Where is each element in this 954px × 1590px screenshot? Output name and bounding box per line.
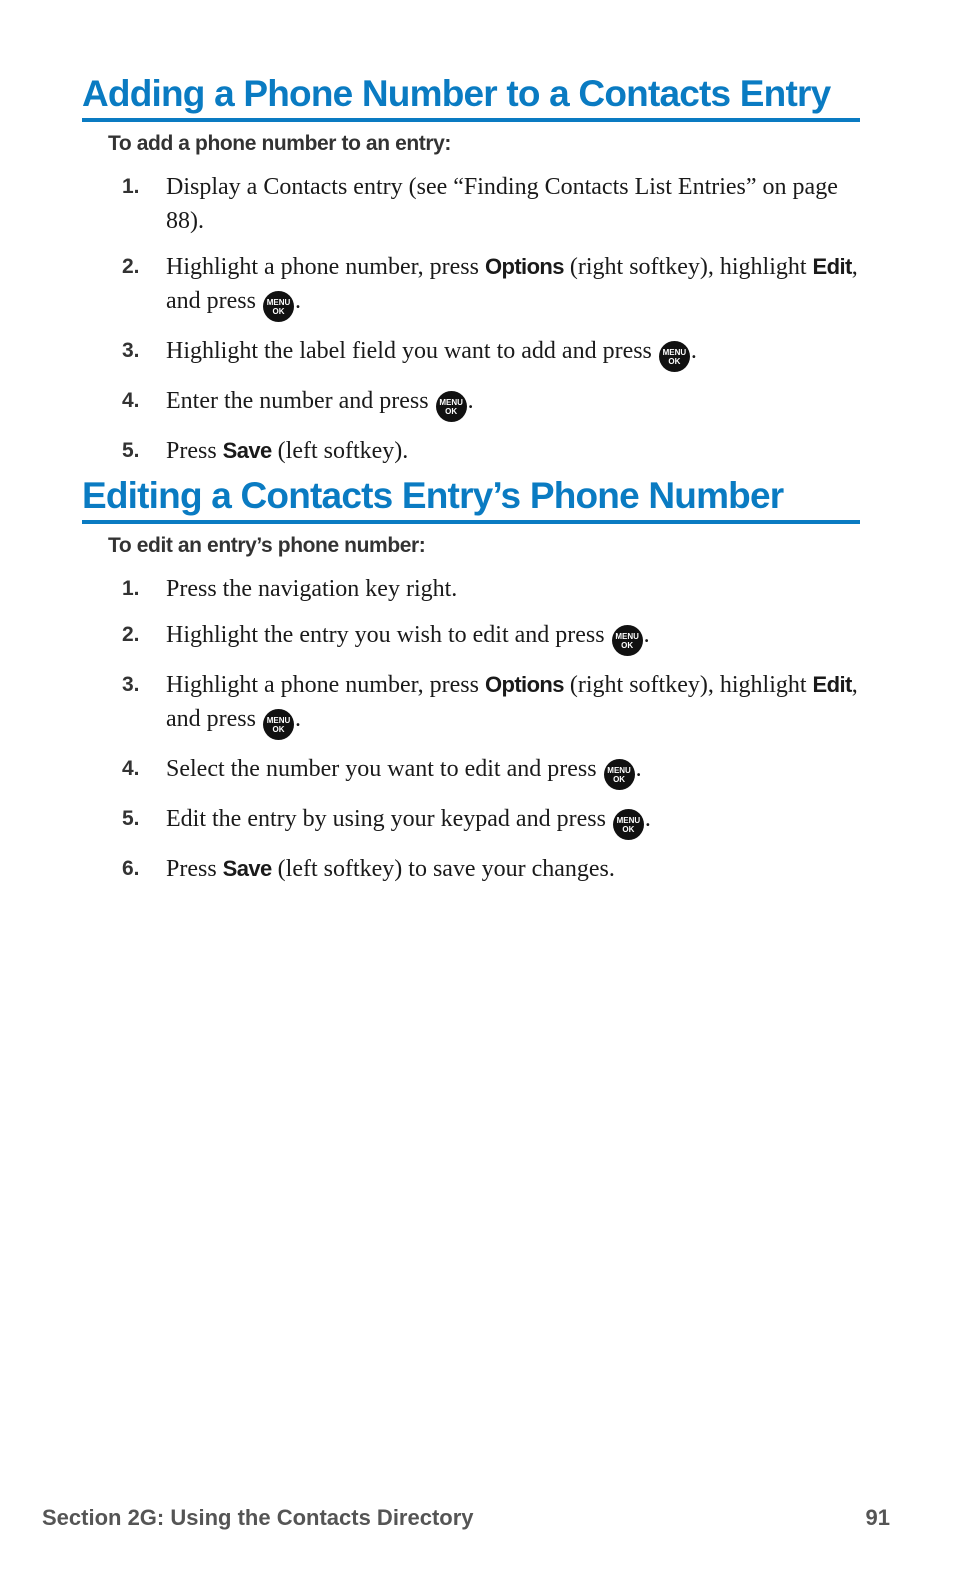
step xyxy=(82,170,860,238)
save-key-label: Save xyxy=(222,438,272,463)
step xyxy=(82,802,860,840)
step-number: 5. xyxy=(122,439,140,462)
step-text: (left softkey) to save your changes. xyxy=(271,856,615,882)
page-footer xyxy=(42,1505,890,1531)
options-key-label: Options xyxy=(484,254,564,279)
step-number: 3. xyxy=(122,339,140,362)
section-editing-phone-number xyxy=(82,474,860,898)
step-number: 4. xyxy=(122,757,140,780)
step-number: 6. xyxy=(122,857,140,880)
step-text: Press the navigation key right. xyxy=(166,576,458,602)
edit-key-label: Edit xyxy=(812,672,852,697)
section-lead: To add a phone number to an entry: xyxy=(108,132,452,155)
step xyxy=(82,250,860,322)
step-text: Display a Contacts entry (see “Finding Contacts List Entries” on page 88). xyxy=(166,174,838,234)
step-text: . xyxy=(643,622,650,648)
step xyxy=(82,434,860,468)
step-text: Press xyxy=(166,856,223,882)
step xyxy=(82,752,860,790)
section-adding-phone-number xyxy=(82,72,860,480)
step-text: Highlight a phone number, press xyxy=(166,254,485,280)
step-text: Edit the entry by using your keypad and press xyxy=(166,806,612,832)
menu-ok-key-icon: MENU OK xyxy=(263,291,294,322)
step-text: . xyxy=(644,806,651,832)
step-number: 2. xyxy=(122,623,140,646)
options-key-label: Options xyxy=(484,672,564,697)
menu-ok-key-icon: MENU OK xyxy=(263,709,294,740)
menu-ok-key-icon: MENU OK xyxy=(659,341,690,372)
step-text: . xyxy=(635,756,642,782)
page-number: 91 xyxy=(865,1505,890,1530)
step-number: 1. xyxy=(122,175,140,198)
step-number: 3. xyxy=(122,673,140,696)
step-text: Select the number you want to edit and press xyxy=(166,756,603,782)
save-key-label: Save xyxy=(222,856,272,881)
step-text: Highlight a phone number, press xyxy=(166,672,485,698)
step-text: , and press xyxy=(166,672,858,732)
step-text: Enter the number and press xyxy=(166,388,435,414)
step xyxy=(82,668,860,740)
step-text: . xyxy=(690,338,697,364)
step-text: . xyxy=(294,706,301,732)
step-text: . xyxy=(294,288,301,314)
steps-list xyxy=(82,572,860,886)
step-number: 2. xyxy=(122,255,140,278)
section-lead: To edit an entry’s phone number: xyxy=(108,534,426,557)
step-text: Press xyxy=(166,438,223,464)
menu-ok-key-icon: MENU OK xyxy=(613,809,644,840)
section-heading: Adding a Phone Number to a Contacts Entry xyxy=(82,72,860,122)
step-text: Highlight the label field you want to add and press xyxy=(166,338,658,364)
step-text: (right softkey), highlight xyxy=(563,254,813,280)
step xyxy=(82,384,860,422)
footer-section-title: Section 2G: Using the Contacts Directory xyxy=(42,1505,474,1530)
step xyxy=(82,572,860,606)
section-heading: Editing a Contacts Entry’s Phone Number xyxy=(82,474,860,524)
menu-ok-key-icon: MENU OK xyxy=(436,391,467,422)
step-text: , and press xyxy=(166,254,858,314)
step xyxy=(82,618,860,656)
menu-ok-key-icon: MENU OK xyxy=(612,625,643,656)
step xyxy=(82,334,860,372)
menu-ok-key-icon: MENU OK xyxy=(604,759,635,790)
step-number: 4. xyxy=(122,389,140,412)
step xyxy=(82,852,860,886)
step-number: 5. xyxy=(122,807,140,830)
step-text: Highlight the entry you wish to edit and press xyxy=(166,622,611,648)
edit-key-label: Edit xyxy=(812,254,852,279)
step-text: (left softkey). xyxy=(271,438,409,464)
step-text: (right softkey), highlight xyxy=(563,672,813,698)
step-number: 1. xyxy=(122,577,140,600)
steps-list xyxy=(82,170,860,468)
step-text: . xyxy=(467,388,474,414)
